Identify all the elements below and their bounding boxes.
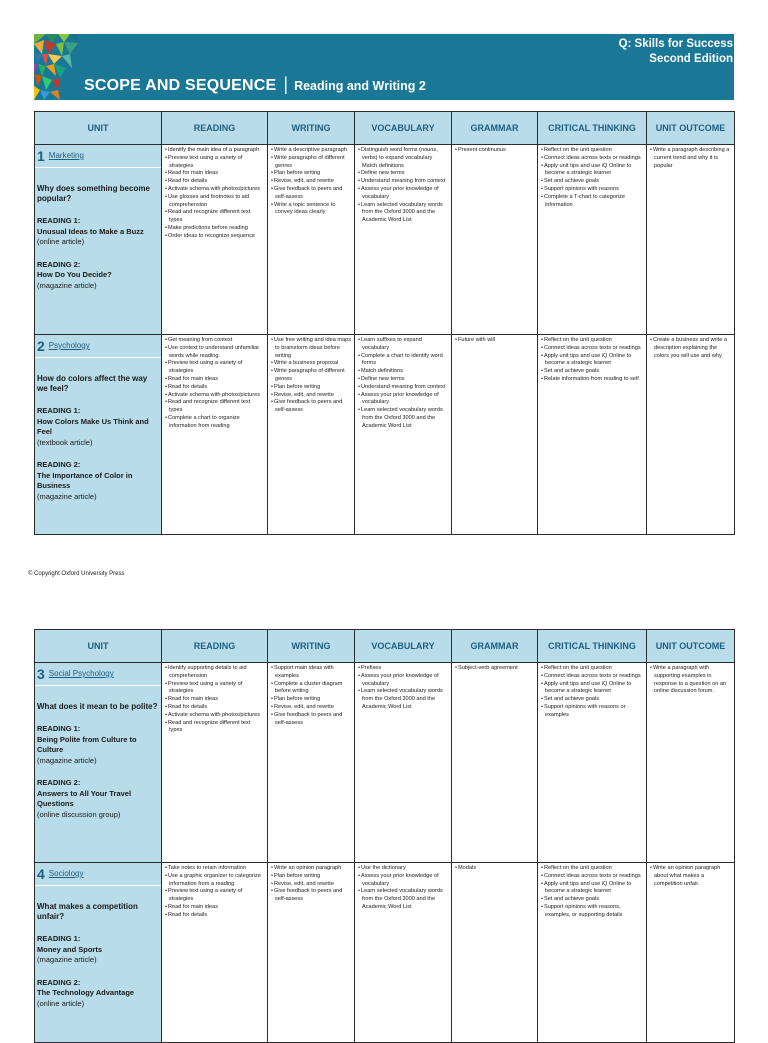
unit-number: 2 xyxy=(37,338,45,354)
grammar-cell xyxy=(452,663,538,863)
col-header-grammar: GRAMMAR xyxy=(452,112,538,145)
reading-cell xyxy=(162,863,268,1043)
bullet-list xyxy=(357,337,449,431)
reading-cell xyxy=(162,335,268,535)
table-row xyxy=(35,145,735,335)
list-item: • Read and recognize different text types xyxy=(164,399,265,415)
writing-cell xyxy=(268,663,355,863)
table-row xyxy=(35,663,735,863)
vocabulary-cell xyxy=(355,335,452,535)
reading-title: Answers to All Your Travel Questions xyxy=(37,788,132,808)
vocabulary-cell xyxy=(355,145,452,335)
unit-question: What makes a competition unfair? xyxy=(37,902,138,921)
list-item: • Read for main ideas xyxy=(164,376,265,384)
list-item: • Learn selected vocabulary words from the Oxford 3000 and the Academic Word List xyxy=(357,688,449,711)
reading-entry xyxy=(37,778,159,820)
reading-label: READING 2: xyxy=(37,460,81,469)
list-item: • Write a paragraph with supporting examples in response to a question on an online discussion forum. xyxy=(649,665,732,696)
list-item: • Present continuous xyxy=(454,147,535,155)
bullet-list xyxy=(270,665,352,727)
list-item: • Revise, edit, and rewrite xyxy=(270,881,352,889)
list-item: • Complete a chart to identify word forms xyxy=(357,353,449,369)
col-header-reading: READING xyxy=(162,112,268,145)
bullet-list xyxy=(164,865,265,920)
reading-entry xyxy=(37,724,159,766)
unit-question: Why does something become popular? xyxy=(37,184,150,203)
list-item: • Read and recognize different text types xyxy=(164,720,265,736)
list-item: • Read and recognize different text types xyxy=(164,209,265,225)
list-item: • Assess your prior knowledge of vocabulary xyxy=(357,873,449,889)
col-header-unit: UNIT xyxy=(35,630,162,663)
bullet-list xyxy=(164,337,265,431)
copyright-notice: © Copyright Oxford University Press xyxy=(28,571,125,577)
unit-outcome-cell xyxy=(647,863,735,1043)
list-item: • Order ideas to recognize sequence xyxy=(164,233,265,241)
reading-label: READING 1: xyxy=(37,934,81,943)
list-item: • Use free writing and idea maps to brainstorm ideas before writing xyxy=(270,337,352,360)
brand-line-2: Second Edition xyxy=(649,53,733,65)
col-header-grammar: GRAMMAR xyxy=(452,630,538,663)
list-item: • Assess your prior knowledge of vocabulary xyxy=(357,673,449,689)
col-header-writing: WRITING xyxy=(268,112,355,145)
col-header-reading: READING xyxy=(162,630,268,663)
list-item: • Read for details xyxy=(164,178,265,186)
list-item: • Write an opinion paragraph xyxy=(270,865,352,873)
list-item: • Plan before writing xyxy=(270,873,352,881)
reading-label: READING 1: xyxy=(37,406,81,415)
col-header-writing: WRITING xyxy=(268,630,355,663)
list-item: • Read for details xyxy=(164,384,265,392)
reading-label: READING 2: xyxy=(37,977,81,987)
list-item: • Define new terms xyxy=(357,376,449,384)
list-item: • Write paragraphs of different genres xyxy=(270,155,352,171)
list-item: • Create a business and write a description explaining the colors you will use and why xyxy=(649,337,732,360)
reading-type: (textbook article) xyxy=(37,437,93,447)
unit-name-link[interactable]: Psychology xyxy=(48,341,90,350)
reading-type: (magazine article) xyxy=(37,491,97,501)
reading-title: Unusual Ideas to Make a Buzz xyxy=(37,226,144,236)
reading-entry xyxy=(37,978,159,1010)
vocabulary-cell xyxy=(355,863,452,1043)
table-header-row xyxy=(35,630,735,663)
reading-title: Money and Sports xyxy=(37,944,103,954)
list-item: • Set and achieve goals xyxy=(540,696,644,704)
list-item: • Write a paragraph describing a current trend and why it is popular xyxy=(649,147,732,170)
bullet-list xyxy=(454,865,535,873)
header-banner xyxy=(34,34,734,100)
bullet-list xyxy=(270,865,352,904)
reading-cell xyxy=(162,145,268,335)
col-header-vocabulary: VOCABULARY xyxy=(355,112,452,145)
bullet-list xyxy=(357,865,449,912)
list-item: • Reflect on the unit question xyxy=(540,865,644,873)
reading-title: The Importance of Color in Business xyxy=(37,470,133,490)
bullet-list xyxy=(454,147,535,155)
list-item: • Reflect on the unit question xyxy=(540,337,644,345)
table-row xyxy=(35,863,735,1043)
list-item: • Assess your prior knowledge of vocabulary xyxy=(357,186,449,202)
bullet-list xyxy=(357,147,449,225)
bullet-list xyxy=(270,337,352,415)
reading-entry xyxy=(37,934,159,966)
table-row xyxy=(35,335,735,535)
list-item: • Write a descriptive paragraph xyxy=(270,147,352,155)
unit-name-link[interactable]: Marketing xyxy=(48,151,84,160)
grammar-cell xyxy=(452,145,538,335)
list-item: • Complete a chart to organize information from reading xyxy=(164,415,265,431)
list-item: • Match definitions xyxy=(357,368,449,376)
col-header-unit: UNIT xyxy=(35,112,162,145)
reading-title: How Do You Decide? xyxy=(37,270,112,279)
col-header-critical-thinking: CRITICAL THINKING xyxy=(538,630,647,663)
unit-heading xyxy=(35,337,162,358)
list-item: • Read for details xyxy=(164,704,265,712)
bullet-list xyxy=(540,865,644,920)
list-item: • Preview text using a variety of strategies xyxy=(164,888,265,904)
reading-entry xyxy=(37,260,159,292)
reading-entry xyxy=(37,460,159,502)
reading-title: The Technology Advantage xyxy=(37,988,135,997)
reading-type: (magazine article) xyxy=(37,955,97,964)
list-item: • Preview text using a variety of strategies xyxy=(164,360,265,376)
list-item: • Read for main ideas xyxy=(164,904,265,912)
col-header-critical-thinking: CRITICAL THINKING xyxy=(538,112,647,145)
title-text: SCOPE AND SEQUENCE xyxy=(84,77,277,94)
title-separator: | xyxy=(283,74,289,94)
list-item: • Write an opinion paragraph about what makes a competition unfair. xyxy=(649,865,732,888)
reading-title: Being Polite from Culture to Culture xyxy=(37,734,137,754)
list-item: • Modals xyxy=(454,865,535,873)
list-item: • Support main ideas with examples xyxy=(270,665,352,681)
col-header-unit-outcome: UNIT OUTCOME xyxy=(647,630,735,663)
critical-thinking-cell xyxy=(538,863,647,1043)
list-item: • Activate schema with photos/pictures xyxy=(164,712,265,720)
unit-number: 4 xyxy=(37,866,45,882)
unit-number: 3 xyxy=(37,666,45,682)
unit-name-link[interactable]: Sociology xyxy=(48,869,84,878)
list-item: • Identify supporting details to aid comprehension xyxy=(164,665,265,681)
list-item: • Take notes to retain information xyxy=(164,865,265,873)
unit-name-link[interactable]: Social Psychology xyxy=(48,669,114,678)
list-item: • Set and achieve goals xyxy=(540,178,644,186)
col-header-unit-outcome: UNIT OUTCOME xyxy=(647,112,735,145)
list-item: • Use a graphic organizer to categorize information from a reading xyxy=(164,873,265,889)
reading-type: (online article) xyxy=(37,998,85,1008)
list-item: • Plan before writing xyxy=(270,384,352,392)
list-item: • Plan before writing xyxy=(270,170,352,178)
mosaic-logo-icon xyxy=(34,34,78,100)
reading-label: READING 2: xyxy=(37,778,81,787)
reading-entry xyxy=(37,406,159,448)
unit-outcome-cell xyxy=(647,663,735,863)
list-item: • Make predictions before reading xyxy=(164,225,265,233)
reading-label: READING 2: xyxy=(37,259,81,269)
subtitle-text: Reading and Writing 2 xyxy=(294,79,426,93)
list-item: • Use glosses and footnotes to aid comprehension xyxy=(164,194,265,210)
critical-thinking-cell xyxy=(538,145,647,335)
writing-cell xyxy=(268,863,355,1043)
list-item: • Set and achieve goals xyxy=(540,368,644,376)
bullet-list xyxy=(357,665,449,712)
list-item: • Read for main ideas xyxy=(164,170,265,178)
unit-number: 1 xyxy=(37,148,45,164)
unit-cell xyxy=(35,863,162,1043)
list-item: • Define new terms xyxy=(357,170,449,178)
list-item: • Support opinions with reasons or examples xyxy=(540,704,644,720)
vocabulary-cell xyxy=(355,663,452,863)
list-item: • Plan before writing xyxy=(270,696,352,704)
list-item: • Revise, edit, and rewrite xyxy=(270,392,352,400)
list-item: • Give feedback to peers and self-assess xyxy=(270,888,352,904)
list-item: • Support opinions with reasons xyxy=(540,186,644,194)
list-item: • Read for details xyxy=(164,912,265,920)
list-item: • Complete a T-chart to categorize information xyxy=(540,194,644,210)
grammar-cell xyxy=(452,863,538,1043)
list-item: • Connect ideas across texts or readings xyxy=(540,155,644,163)
writing-cell xyxy=(268,335,355,535)
list-item: • Apply unit tips and use iQ Online to become a strategic learner xyxy=(540,681,644,697)
critical-thinking-cell xyxy=(538,663,647,863)
critical-thinking-cell xyxy=(538,335,647,535)
list-item: • Identify the main idea of a paragraph xyxy=(164,147,265,155)
bullet-list xyxy=(164,147,265,241)
list-item: • Preview text using a variety of strategies xyxy=(164,681,265,697)
list-item: • Prefixes xyxy=(357,665,449,673)
unit-heading xyxy=(35,665,162,686)
col-header-vocabulary: VOCABULARY xyxy=(355,630,452,663)
list-item: • Write paragraphs of different genres xyxy=(270,368,352,384)
reading-type: (magazine article) xyxy=(37,755,97,765)
bullet-list xyxy=(454,337,535,345)
list-item: • Connect ideas across texts or readings xyxy=(540,673,644,681)
list-item: • Support opinions with reasons, examples, or supporting details xyxy=(540,904,644,920)
bullet-list xyxy=(270,147,352,217)
reading-entry xyxy=(37,216,159,248)
list-item: • Apply unit tips and use iQ Online to become a strategic learner xyxy=(540,881,644,897)
list-item: • Apply unit tips and use iQ Online to become a strategic learner xyxy=(540,353,644,369)
list-item: • Apply unit tips and use iQ Online to become a strategic learner xyxy=(540,163,644,179)
list-item: • Understand meaning from context xyxy=(357,178,449,186)
scope-table-1 xyxy=(34,111,735,535)
list-item: • Understand meaning from context xyxy=(357,384,449,392)
list-item: • Reflect on the unit question xyxy=(540,147,644,155)
list-item: • Give feedback to peers and self-assess xyxy=(270,712,352,728)
unit-question: How do colors affect the way we feel? xyxy=(37,374,148,393)
unit-heading xyxy=(35,147,162,168)
list-item: • Get meaning from context xyxy=(164,337,265,345)
list-item: • Learn selected vocabulary words from the Oxford 3000 and the Academic Word List xyxy=(357,407,449,430)
list-item: • Give feedback to peers and self-assess xyxy=(270,399,352,415)
list-item: • Assess your prior knowledge of vocabulary xyxy=(357,392,449,408)
bullet-list xyxy=(649,865,732,888)
unit-outcome-cell xyxy=(647,145,735,335)
bullet-list xyxy=(454,665,535,673)
list-item: • Future with will xyxy=(454,337,535,345)
unit-outcome-cell xyxy=(647,335,735,535)
reading-type: (online article) xyxy=(37,237,85,246)
list-item: • Learn selected vocabulary words from the Oxford 3000 and the Academic Word List xyxy=(357,202,449,225)
page-title xyxy=(84,74,426,95)
list-item: • Give feedback to peers and self-assess xyxy=(270,186,352,202)
writing-cell xyxy=(268,145,355,335)
list-item: • Subject-verb agreement xyxy=(454,665,535,673)
list-item: • Revise, edit, and rewrite xyxy=(270,704,352,712)
list-item: • Connect ideas across texts or readings xyxy=(540,345,644,353)
bullet-list xyxy=(649,337,732,360)
bullet-list xyxy=(540,147,644,209)
reading-cell xyxy=(162,663,268,863)
reading-title: How Colors Make Us Think and Feel xyxy=(37,416,149,436)
list-item: • Use context to understand unfamiliar words while reading. xyxy=(164,345,265,361)
list-item: • Learn selected vocabulary words from the Oxford 3000 and the Academic Word List xyxy=(357,888,449,911)
list-item: • Read for main ideas xyxy=(164,696,265,704)
list-item: • Complete a cluster diagram before writing xyxy=(270,681,352,697)
unit-heading xyxy=(35,865,162,886)
list-item: • Write a topic sentence to convey ideas clearly xyxy=(270,202,352,218)
bullet-list xyxy=(540,337,644,384)
list-item: • Activate schema with photos/pictures xyxy=(164,392,265,400)
list-item: • Distinguish word forms (nouns, verbs) to expand vocabulary Match definitions xyxy=(357,147,449,170)
bullet-list xyxy=(540,665,644,720)
list-item: • Connect ideas across texts or readings xyxy=(540,873,644,881)
unit-cell xyxy=(35,335,162,535)
unit-cell xyxy=(35,663,162,863)
list-item: • Learn suffixes to expand vocabulary xyxy=(357,337,449,353)
table-header-row xyxy=(35,112,735,145)
unit-cell xyxy=(35,145,162,335)
list-item: • Revise, edit, and rewrite xyxy=(270,178,352,186)
grammar-cell xyxy=(452,335,538,535)
brand-line-1: Q: Skills for Success xyxy=(618,38,733,50)
bullet-list xyxy=(164,665,265,735)
list-item: • Reflect on the unit question xyxy=(540,665,644,673)
brand-block xyxy=(619,37,733,67)
unit-question: What does it mean to be polite? xyxy=(37,702,158,711)
bullet-list xyxy=(649,665,732,696)
list-item: • Set and achieve goals xyxy=(540,896,644,904)
list-item: • Preview text using a variety of strategies xyxy=(164,155,265,171)
reading-type: (magazine article) xyxy=(37,280,97,290)
list-item: • Use the dictionary xyxy=(357,865,449,873)
reading-label: READING 1: xyxy=(37,724,81,733)
scope-table-2 xyxy=(34,629,735,1043)
bullet-list xyxy=(649,147,732,170)
reading-label: READING 1: xyxy=(37,216,81,225)
list-item: • Relate information from reading to self xyxy=(540,376,644,384)
list-item: • Activate schema with photos/pictures xyxy=(164,186,265,194)
reading-type: (online discussion group) xyxy=(37,809,121,819)
list-item: • Write a business proposal xyxy=(270,360,352,368)
